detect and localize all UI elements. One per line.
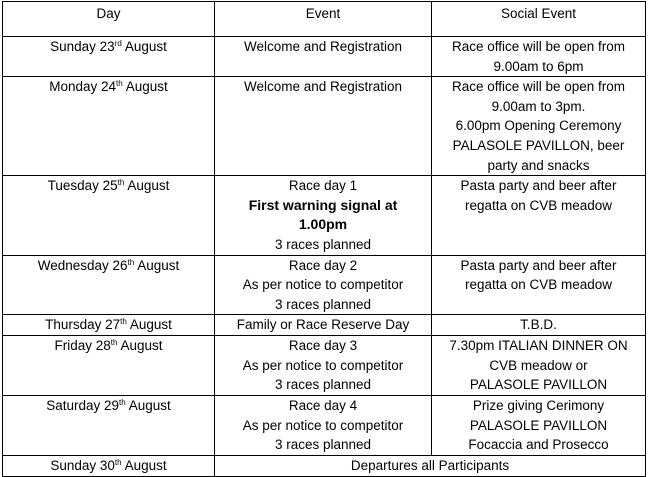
event-line: 3 races planned [274, 377, 372, 393]
event-line: Race day 3 [288, 337, 358, 353]
day-month: August [124, 178, 170, 194]
event-cell [215, 335, 432, 395]
social-line: Pasta party and beer after [460, 178, 617, 194]
social-line: regatta on CVB meadow [464, 277, 613, 293]
day-text: Thursday 27 [45, 317, 121, 333]
social-line: PALASOLE PAVILLON [469, 417, 608, 433]
day-text: Friday 28 [54, 337, 111, 353]
event-line-emphasis: First warning signal at [248, 196, 398, 213]
event-line: Race day 1 [288, 178, 358, 194]
event-cell [215, 176, 432, 255]
day-cell [3, 255, 215, 315]
event-line: 3 races planned [274, 437, 372, 453]
social-line: Focaccia and Prosecco [468, 437, 609, 453]
day-text: Saturday 29 [46, 397, 120, 413]
day-suffix: rd [114, 39, 122, 48]
social-line: Race office will be open from [451, 39, 626, 54]
day-month: August [126, 317, 172, 333]
table-row [3, 176, 646, 255]
event-cell [215, 37, 432, 77]
social-cell [432, 77, 646, 176]
day-text: Sunday 23 [50, 39, 115, 54]
event-cell [215, 315, 432, 336]
event-line: Race day 2 [288, 257, 358, 273]
day-cell [3, 315, 215, 336]
day-cell [3, 455, 215, 476]
day-month: August [122, 79, 168, 95]
day-cell [3, 395, 215, 455]
event-line: As per notice to competitor [242, 417, 404, 433]
social-line: 6.00pm Opening Ceremony [455, 118, 622, 134]
social-cell [432, 37, 646, 77]
social-line: party and snacks [487, 157, 590, 173]
table-row [3, 255, 646, 315]
social-line: Prize giving Cerimony [472, 397, 605, 413]
social-line: Pasta party and beer after [460, 257, 617, 273]
social-line: CVB meadow or [489, 357, 588, 373]
day-text: Monday 24 [49, 79, 117, 95]
table-row [3, 37, 646, 77]
social-cell [432, 176, 646, 255]
day-month: August [125, 397, 171, 413]
day-month: August [121, 457, 167, 473]
social-cell [432, 335, 646, 395]
social-cell [432, 395, 646, 455]
day-text: Wednesday 26 [37, 257, 128, 273]
schedule-table [2, 1, 646, 477]
event-line-emphasis: 1.00pm [298, 216, 348, 233]
day-suffix: th [110, 337, 118, 347]
event-line: Family or Race Reserve Day [236, 317, 410, 333]
event-cell [215, 255, 432, 315]
day-suffix: th [116, 79, 123, 89]
day-suffix: th [114, 457, 122, 467]
social-cell [432, 255, 646, 315]
social-cell [432, 315, 646, 336]
event-line: Race day 4 [288, 397, 358, 413]
table-row [3, 335, 646, 395]
day-cell [3, 335, 215, 395]
header-row [3, 2, 646, 37]
table-row [3, 77, 646, 176]
event-line: Welcome and Registration [243, 39, 403, 54]
header-day: Day [3, 2, 215, 37]
table-row [3, 455, 646, 476]
header-social-event: Social Event [432, 2, 646, 37]
day-suffix: th [127, 257, 135, 267]
day-cell [3, 176, 215, 255]
day-month: August [134, 257, 180, 273]
day-cell [3, 37, 215, 77]
social-line: PALASOLE PAVILLON [469, 377, 608, 393]
event-line: As per notice to competitor [242, 277, 404, 293]
event-line: 3 races planned [274, 296, 372, 312]
header-event: Event [215, 2, 432, 37]
day-suffix: th [120, 317, 127, 327]
event-cell [215, 77, 432, 176]
event-line: Welcome and Registration [243, 79, 403, 95]
social-line: 7.30pm ITALIAN DINNER ON [449, 337, 628, 353]
event-line: 3 races planned [274, 236, 372, 252]
social-line: regatta on CVB meadow [464, 197, 613, 213]
event-cell [215, 395, 432, 455]
day-text: Sunday 30 [50, 457, 115, 473]
merged-event-cell: Departures all Participants [215, 455, 646, 476]
day-suffix: th [117, 178, 125, 188]
event-line: As per notice to competitor [242, 357, 404, 373]
social-line: PALASOLE PAVILLON, beer [452, 137, 625, 153]
day-month: August [121, 39, 167, 54]
social-line: 9.00am to 6pm [493, 58, 584, 74]
table-row [3, 315, 646, 336]
day-month: August [117, 337, 163, 353]
social-line: T.B.D. [520, 317, 557, 333]
table-row [3, 395, 646, 455]
social-line: 9.00am to 3pm. [491, 98, 586, 114]
day-text: Tuesday 25 [47, 178, 118, 194]
day-suffix: th [119, 397, 126, 407]
social-line: Race office will be open from [451, 79, 626, 95]
day-cell [3, 77, 215, 176]
